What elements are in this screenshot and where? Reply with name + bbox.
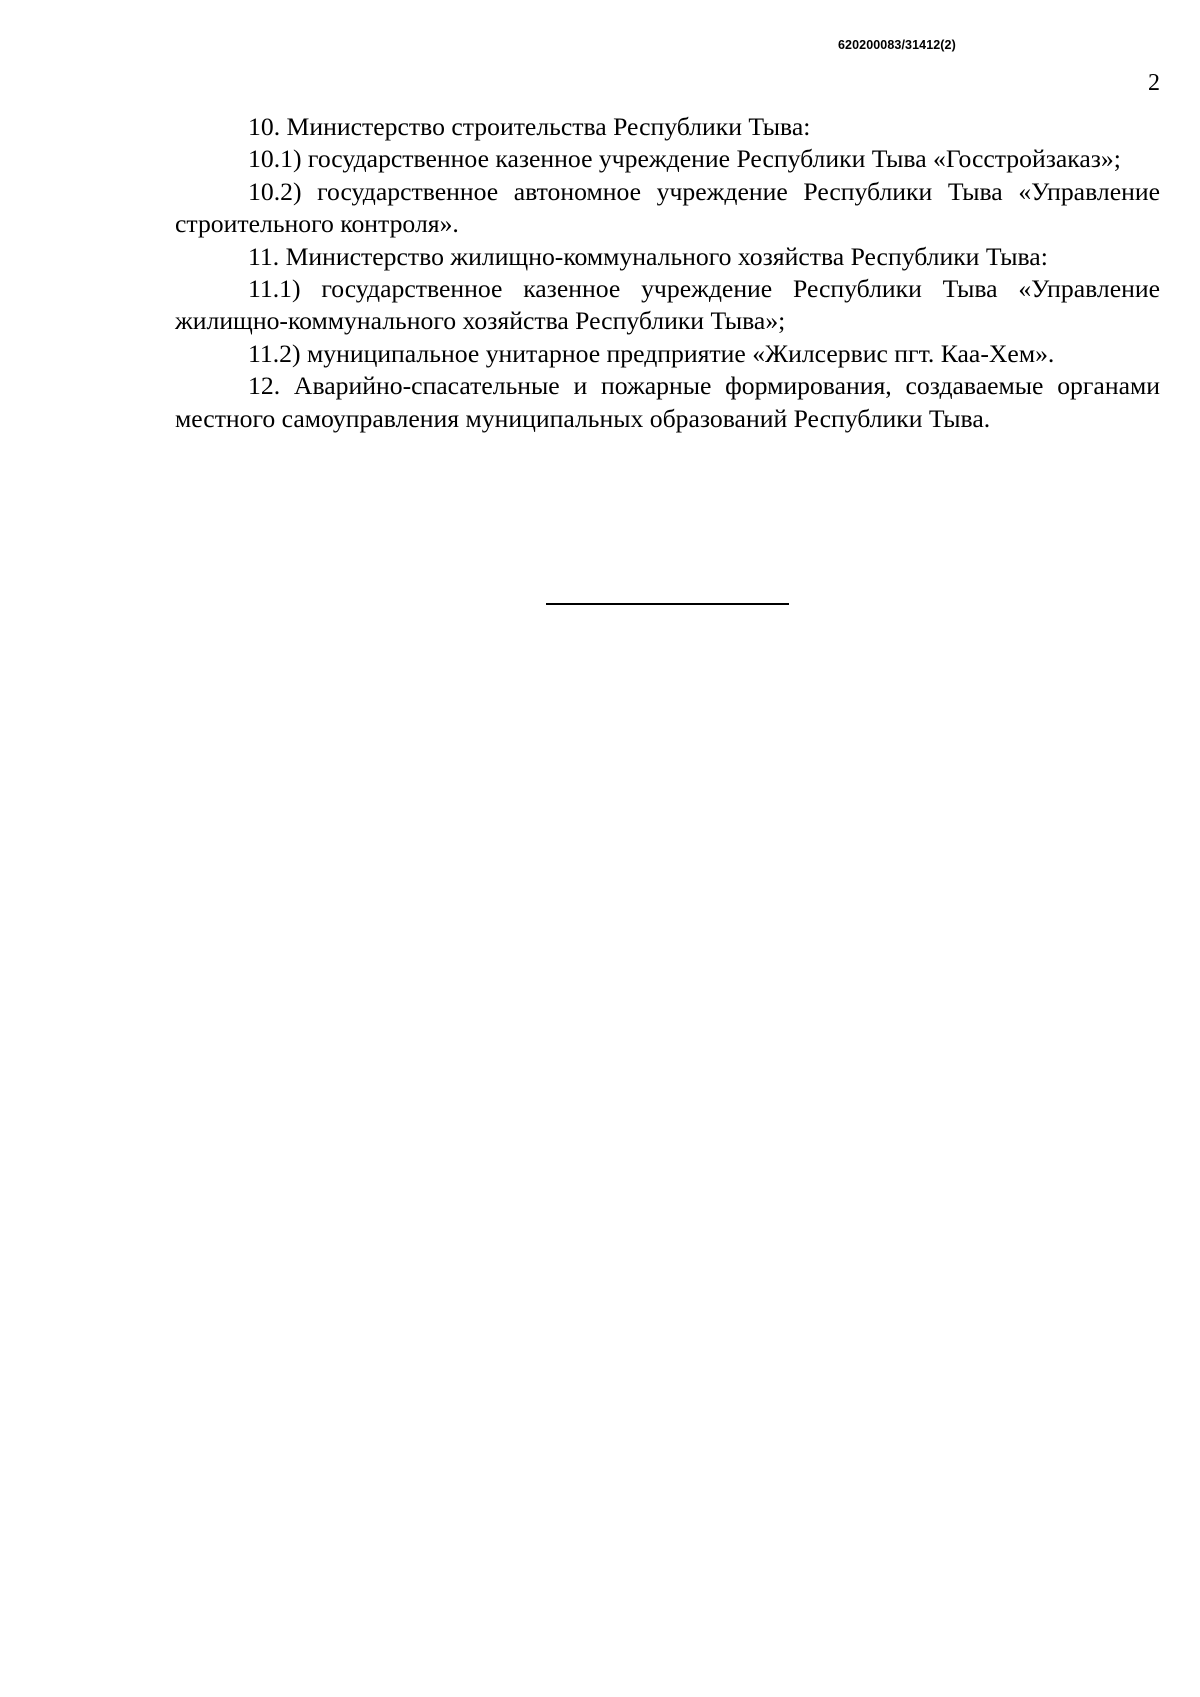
paragraph-10-1: 10.1) государственное казенное учреждение Республики Тыва «Госстройзаказ»; bbox=[248, 144, 1121, 174]
paragraph-10: 10. Министерство строительства Республики Тыва: bbox=[248, 112, 811, 141]
end-separator-line bbox=[546, 603, 789, 605]
paragraph-11-2: 11.2) муниципальное унитарное предприятие «Жилсервис пгт. Каа-Хем». bbox=[248, 338, 1055, 368]
document-body bbox=[175, 111, 1160, 435]
page-number: 2 bbox=[1148, 70, 1160, 96]
paragraph-10-2: 10.2) государственное автономное учреждение Республики Тыва «Управление строительного контроля». bbox=[175, 176, 1160, 239]
document-id: 620200083/31412(2) bbox=[838, 38, 956, 52]
paragraph-12: 12. Аварийно-спасательные и пожарные формирования, создаваемые органами местного самоуправления муниципальных образований Республики Тыва. bbox=[175, 371, 1160, 433]
paragraph-11: 11. Министерство жилищно-коммунального хозяйства Республики Тыва: bbox=[248, 241, 1048, 271]
paragraph-11-1: 11.1) государственное казенное учреждение Республики Тыва «Управление жилищно-коммунального хозяйства Республики Тыва»; bbox=[175, 274, 1160, 336]
